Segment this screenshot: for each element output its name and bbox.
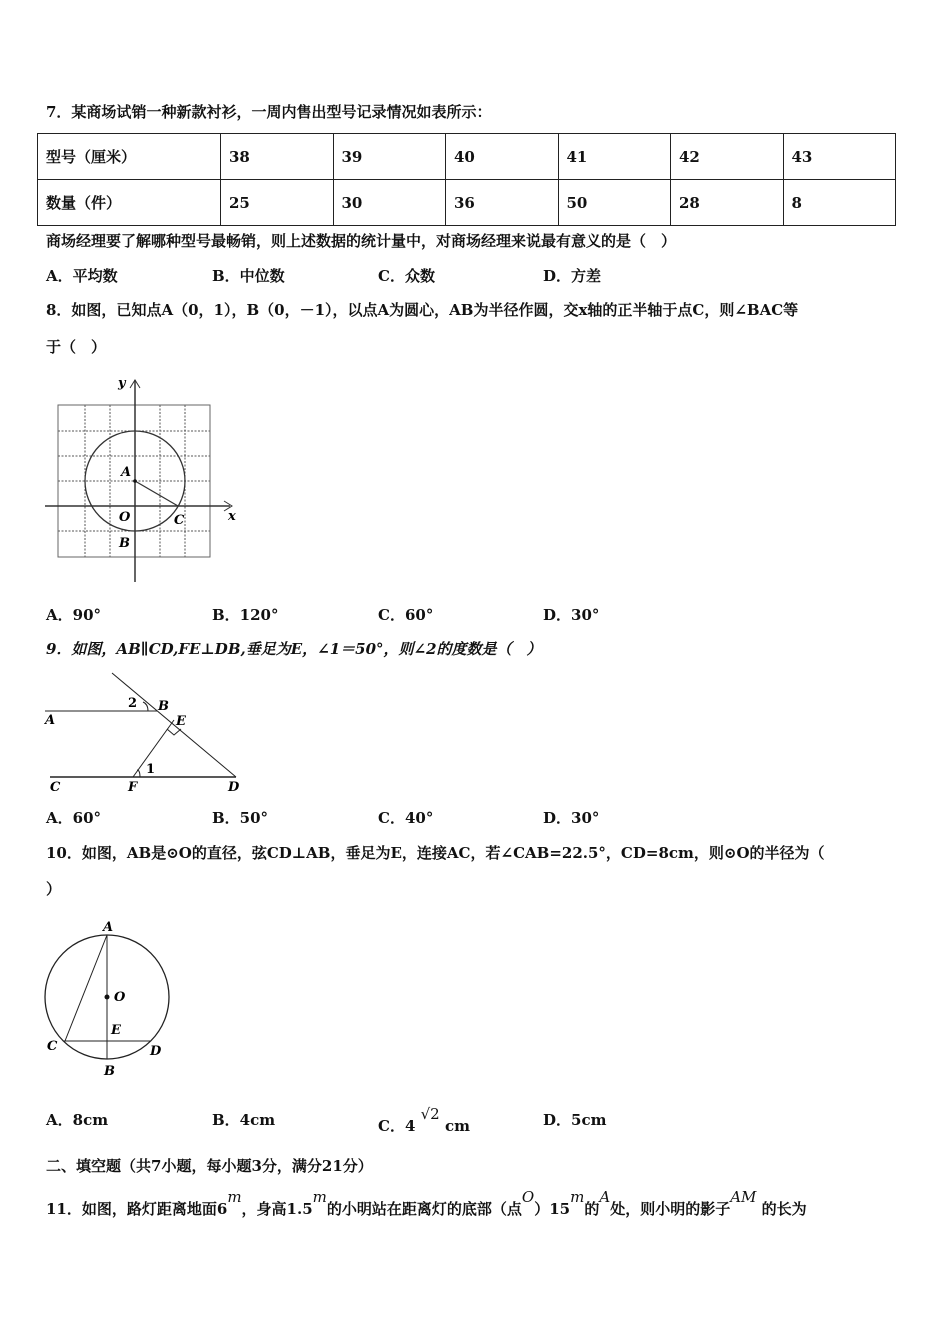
table-header-cell: 型号（厘米） [38,134,221,180]
sqrt-2: √2 [420,1105,440,1123]
table-cell: 39 [333,134,446,180]
label-B: B [119,536,130,551]
table-cell: 50 [558,180,671,226]
unit-m: m [227,1188,242,1206]
label-D: D [228,780,240,795]
table-cell: 42 [671,134,784,180]
table-header-cell: 数量（件） [38,180,221,226]
label-F: F [128,780,138,795]
label-angle-2: 2 [128,696,138,711]
q10-option-d: D．5cm [543,1111,607,1129]
q8-stem: 8．如图，已知点A（0，1），B（0，－1），以点A为圆心，AB为半径作圆，交x轴的正半轴于点C，则∠BAC等 [46,301,799,319]
q11-text: 处，则小明的影子 [610,1200,731,1218]
q9-option-c: C．40° [378,809,434,827]
q8-stem-cont: 于（ ） [46,338,107,356]
q10-option-a: A．8cm [46,1111,109,1129]
q7-option-b: B．中位数 [212,267,285,285]
q11-text: 的 [584,1200,600,1218]
option-c-coef: C．4 [378,1117,416,1135]
table-cell: 8 [783,180,896,226]
q11-text: 的长为 [761,1200,807,1218]
label-C: C [50,780,61,795]
q11-text: ）15 [534,1200,571,1218]
table-cell: 30 [333,180,446,226]
q11-text: 11．如图，路灯距离地面6 [46,1200,228,1218]
point-a: A [599,1188,611,1206]
label-A: A [45,713,56,728]
q7-option-c: C．众数 [378,267,435,285]
point-o: O [521,1188,535,1206]
label-O: O [119,510,131,525]
q9-stem: 9．如图，AB∥CD,FE⊥DB,垂足为E，∠1＝50°，则∠2的度数是（ ） [46,640,542,658]
q10-option-b: B．4cm [212,1111,276,1129]
label-D: D [150,1044,162,1059]
q10-stem-cont: ） [46,880,62,898]
unit-m: m [312,1188,327,1206]
table-cell: 40 [446,134,559,180]
label-x: x [228,509,236,524]
label-y: y [118,376,126,391]
table-cell: 28 [671,180,784,226]
q8-option-d: D．30° [543,606,600,624]
label-O: O [114,990,126,1005]
label-A: A [103,920,114,935]
q7-question: 商场经理要了解哪种型号最畅销，则上述数据的统计量中，对商场经理来说最有意义的是（ ） [46,232,677,250]
q10-stem: 10．如图，AB是⊙O的直径，弦CD⊥AB，垂足为E，连接AC，若∠CAB=22.5°，CD=8cm，则⊙O的半径为（ [46,844,825,862]
section-2-heading: 二、填空题（共7小题，每小题3分，满分21分） [46,1157,373,1175]
q7-stem: 7．某商场试销一种新款衬衫，一周内售出型号记录情况如表所示： [46,103,492,121]
label-C: C [47,1039,58,1054]
option-c-unit: cm [444,1117,470,1135]
q8-option-c: C．60° [378,606,434,624]
q11-stem [46,1188,807,1219]
table-cell: 36 [446,180,559,226]
table-cell: 43 [783,134,896,180]
label-angle-1: 1 [146,762,156,777]
q7-option-a: A．平均数 [46,267,118,285]
segment-am: AM [730,1188,757,1206]
label-E: E [176,714,186,729]
q7-option-d: D．方差 [543,267,602,285]
q11-text: 的小明站在距离灯的底部（点 [326,1200,522,1218]
q10-option-c [378,1105,470,1136]
table-cell: 25 [221,180,334,226]
q9-option-a: A．60° [46,809,102,827]
label-C: C [174,513,185,528]
table-cell: 38 [221,134,334,180]
label-A: A [121,465,132,480]
q8-option-a: A．90° [46,606,102,624]
unit-m: m [570,1188,585,1206]
q11-text: ，身高1.5 [241,1200,313,1218]
label-B: B [104,1064,115,1079]
label-B: B [158,699,169,714]
q8-option-b: B．120° [212,606,279,624]
q9-option-b: B．50° [212,809,269,827]
table-cell: 41 [558,134,671,180]
label-E: E [111,1023,121,1038]
q9-option-d: D．30° [543,809,600,827]
